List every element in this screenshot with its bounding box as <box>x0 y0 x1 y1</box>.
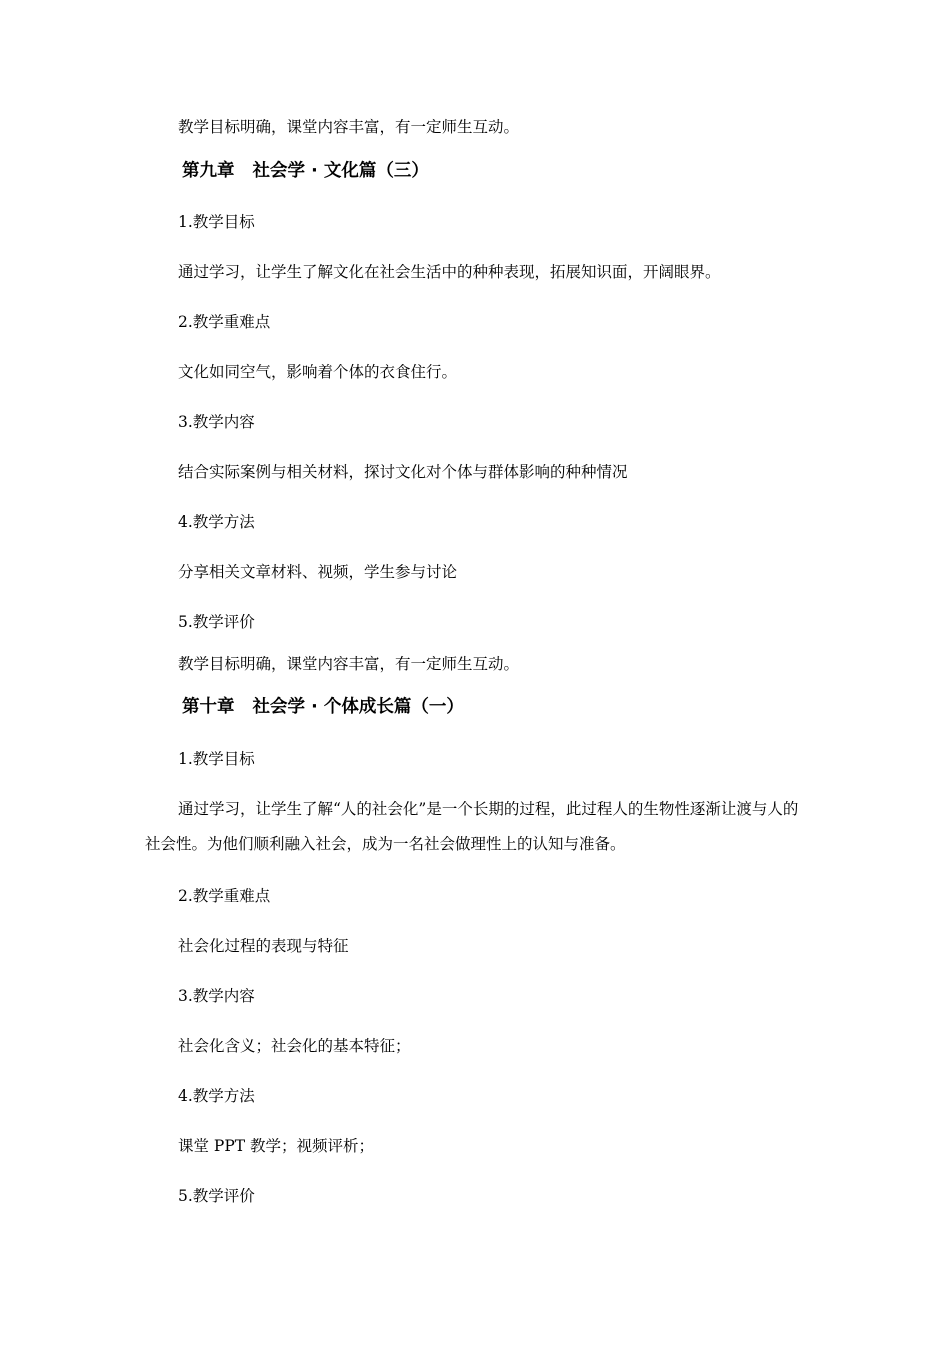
evaluation-text: 教学目标明确，课堂内容丰富，有一定师生互动。 <box>178 118 520 136</box>
section-label-method: 4.教学方法 <box>178 1087 255 1105</box>
section-label-content: 3.教学内容 <box>178 987 255 1005</box>
goal-paragraph: 通过学习，让学生了解“人的社会化”是一个长期的过程，此过程人的生物性逐渐让渡与人的社会性。为他们顺利融入社会，成为一名社会做理性上的认知与准备。 <box>145 800 799 853</box>
method-text: 分享相关文章材料、视频，学生参与讨论 <box>178 563 458 581</box>
section-label-method: 4.教学方法 <box>178 513 255 531</box>
keypoints-text: 文化如同空气，影响着个体的衣食住行。 <box>178 363 458 381</box>
section-label-content: 3.教学内容 <box>178 413 255 431</box>
keypoints-text: 社会化过程的表现与特征 <box>178 937 349 955</box>
chapter-9-title: 社会学 · 文化篇（三） <box>252 161 429 181</box>
chapter-10-heading <box>182 696 464 718</box>
section-label-keypoints: 2.教学重难点 <box>178 313 271 331</box>
method-text: 课堂 PPT 教学；视频评析； <box>178 1137 375 1155</box>
chapter-10-number: 第十章 <box>182 697 235 717</box>
content-text: 社会化含义；社会化的基本特征； <box>178 1037 411 1055</box>
section-label-evaluation: 5.教学评价 <box>178 613 255 631</box>
section-label-keypoints: 2.教学重难点 <box>178 887 271 905</box>
section-label-evaluation: 5.教学评价 <box>178 1187 255 1205</box>
chapter-9-number: 第九章 <box>182 161 235 181</box>
section-label-goal: 1.教学目标 <box>178 213 255 231</box>
goal-text: 通过学习，让学生了解文化在社会生活中的种种表现，拓展知识面，开阔眼界。 <box>178 263 721 281</box>
section-label-goal: 1.教学目标 <box>178 750 255 768</box>
chapter-10-title: 社会学 · 个体成长篇（一） <box>252 697 464 717</box>
evaluation-text: 教学目标明确，课堂内容丰富，有一定师生互动。 <box>178 655 520 673</box>
chapter-9-heading <box>182 160 429 182</box>
content-text: 结合实际案例与相关材料，探讨文化对个体与群体影响的种种情况 <box>178 463 628 481</box>
